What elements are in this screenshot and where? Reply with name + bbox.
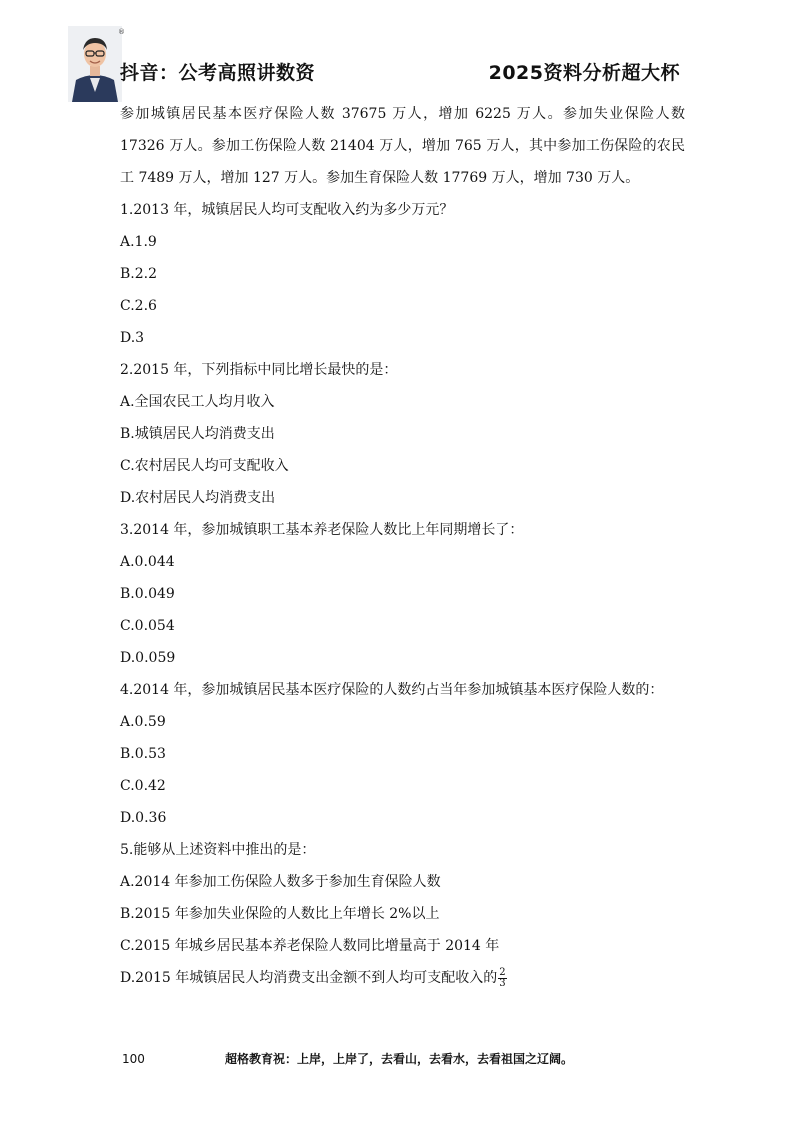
fraction <box>498 968 506 989</box>
option-a: A.全国农民工人均月收入 <box>120 394 275 410</box>
question-stem: 3.2014 年，参加城镇职工基本养老保险人数比上年同期增长了： <box>120 522 524 538</box>
option-a: A.2014 年参加工伤保险人数多于参加生育保险人数 <box>120 874 441 890</box>
registered-mark: ® <box>118 28 125 36</box>
option-a: A.1.9 <box>120 234 157 250</box>
header-channel-title: 抖音：公考高照讲数资 <box>120 62 316 84</box>
option-d: D.3 <box>120 330 145 346</box>
header-book-title: 2025资料分析超大杯 <box>488 62 680 84</box>
question-5 <box>120 834 685 994</box>
option-c: C.0.054 <box>120 618 175 634</box>
option-a: A.0.59 <box>120 714 166 730</box>
option-b: B.2015 年参加失业保险的人数比上年增长 2%以上 <box>120 906 440 922</box>
option-b: B.0.53 <box>120 746 166 762</box>
footer-motto: 超格教育祝：上岸，上岸了，去看山，去看水，去看祖国之辽阔。 <box>225 1052 574 1066</box>
option-d: D.0.36 <box>120 810 167 826</box>
option-d: D.0.059 <box>120 650 176 666</box>
fraction-denominator: 3 <box>499 977 506 989</box>
question-stem: 4.2014 年，参加城镇居民基本医疗保险的人数约占当年参加城镇基本医疗保险人数的： <box>120 682 664 698</box>
option-d: D.农村居民人均消费支出 <box>120 490 276 506</box>
option-c: C.2015 年城乡居民基本养老保险人数同比增量高于 2014 年 <box>120 938 500 954</box>
option-b: B.城镇居民人均消费支出 <box>120 426 275 442</box>
page-number: 100 <box>122 1052 145 1066</box>
question-stem: 5.能够从上述资料中推出的是： <box>120 842 316 858</box>
question-1 <box>120 194 685 354</box>
question-4 <box>120 674 685 834</box>
fraction-numerator: 2 <box>499 966 506 978</box>
option-a: A.0.044 <box>120 554 175 570</box>
material-paragraph: 参加城镇居民基本医疗保险人数 37675 万人，增加 6225 万人。参加失业保险人数 17326 万人。参加工伤保险人数 21404 万人，增加 765 万人，其中参加工伤保险的农民工 7489 万人，增加 127 万人。参加生育保险人数 17769 万人，增加 730 万人。 <box>120 106 685 186</box>
question-3 <box>120 514 685 674</box>
option-c: C.农村居民人均可支配收入 <box>120 458 289 474</box>
author-avatar <box>68 26 122 102</box>
question-2 <box>120 354 685 514</box>
question-stem: 1.2013 年，城镇居民人均可支配收入约为多少万元？ <box>120 202 454 218</box>
question-stem: 2.2015 年，下列指标中同比增长最快的是： <box>120 362 398 378</box>
option-b: B.0.049 <box>120 586 175 602</box>
option-d-text: D.2015 年城镇居民人均消费支出金额不到人均可支配收入的 <box>120 970 498 986</box>
option-d <box>120 962 685 994</box>
option-b: B.2.2 <box>120 266 158 282</box>
option-c: C.0.42 <box>120 778 166 794</box>
document-body <box>120 98 685 994</box>
option-c: C.2.6 <box>120 298 157 314</box>
